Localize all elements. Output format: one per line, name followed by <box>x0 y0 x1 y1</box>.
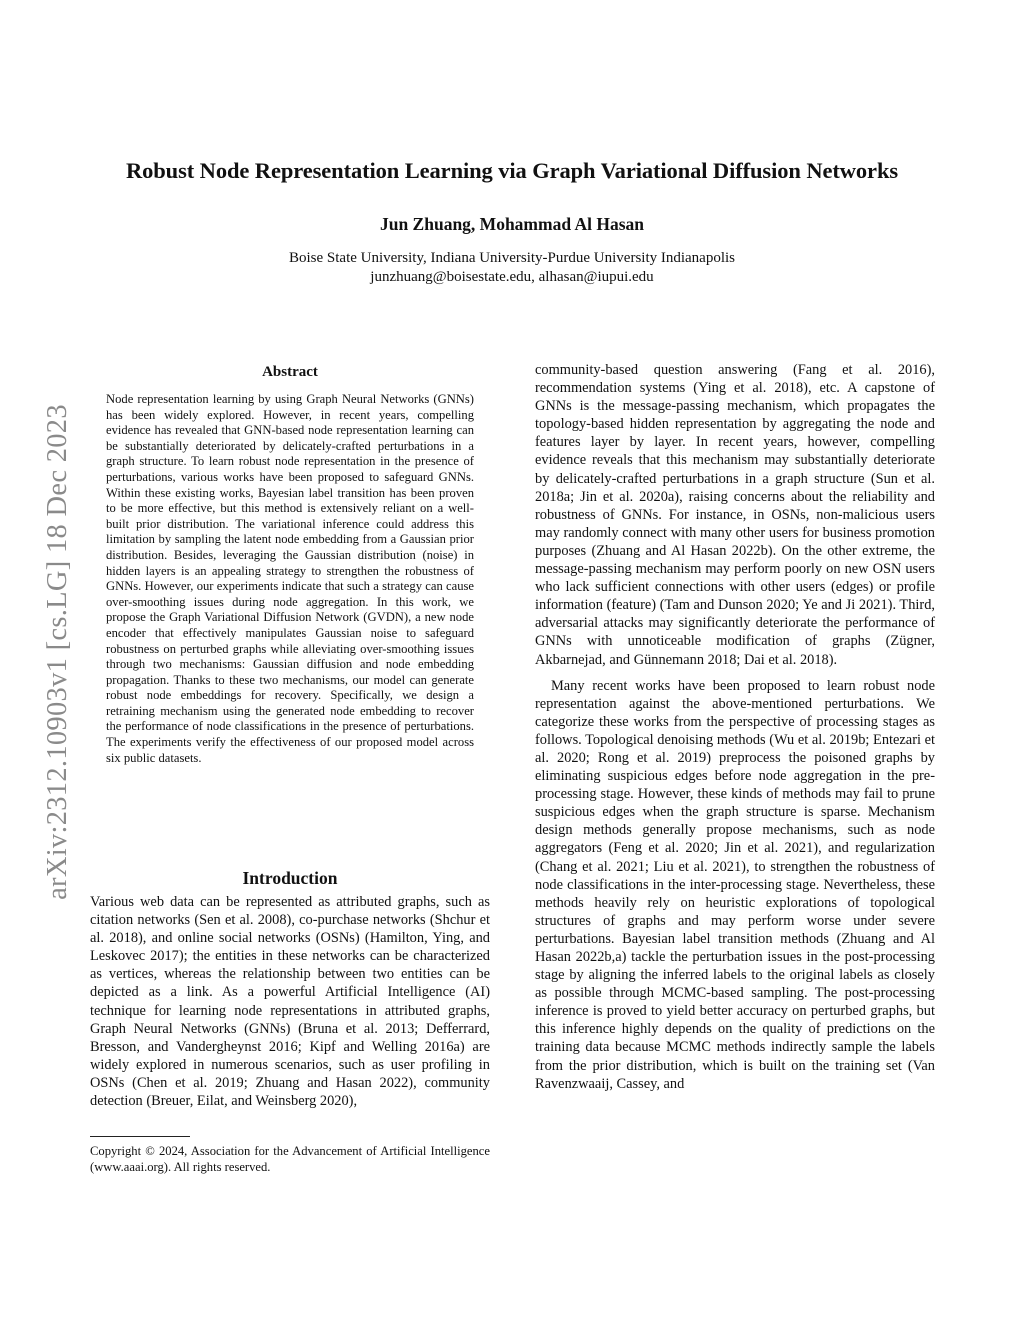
abstract-heading: Abstract <box>262 364 318 380</box>
introduction-text-left: Various web data can be represented as attributed graphs, such as citation networks (Sen et al. 2008), co-purchase networks (Shchur et al. 2018), and online social networks (OSNs) (Hamilton, Ying, and Leskovec 2017); the entities in these networks can be characterized as vertices, whereas the relationship between two entities can be depicted as a link. As a powerful Artificial Intelligence (AI) technique for learning node representations in attributed graphs, Graph Neural Networks (GNNs) (Bruna et al. 2013; Defferrard, Bresson, and Vandergheynst 2016; Kipf and Welling 2016a) are widely explored in numerous scenarios, such as user profiling in OSNs (Chen et al. 2019; Zhuang and Hasan 2022), community detection (Breuer, Eilat, and Weinsberg 2020), <box>90 894 490 1110</box>
footnote-divider <box>90 1136 190 1137</box>
copyright-footnote: Copyright © 2024, Association for the Advancement of Artificial Intelligence (www.aaai.org). All rights reserved. <box>90 1144 490 1174</box>
affiliation-block <box>0 249 1024 287</box>
arxiv-stamp: arXiv:2312.10903v1 [cs.LG] 18 Dec 2023 <box>42 404 73 900</box>
right-paragraph-2: Many recent works have been proposed to learn robust node representation against the above-mentioned perturbations. We categorize these works from the perspective of processing stages as follows. Topological denoising methods (Wu et al. 2019b; Entezari et al. 2020; Rong et al. 2019) preprocess the poisoned graphs by eliminating suspicious edges before node aggregation in the pre-processing stage. However, these kinds of methods may fail to prune suspicious edges when the graph structure is sparse. Mechanism design methods generally propose mechanisms, such as node aggregators (Feng et al. 2020; Jin et al. 2021), and regularization (Chang et al. 2021; Liu et al. 2021), to strengthen the robustness of node classifications in the inter-processing stage. Nevertheless, these methods heavily rely on heuristic explorations of topological structures of graphs and may perform worse under severe perturbations. Bayesian label transition methods (Zhuang and Al Hasan 2022b,a) tackle the perturbation issues in the post-processing stage by aligning the inferred labels to the original labels as closely as possible through MCMC-based sampling. The post-processing inference is proved to yield better accuracy on perturbed graphs, but this inference highly depends on the quality of predictions on the training data because MCMC methods indirectly sample the labels from the prior distribution, which is built on the training set (Van Ravenzwaaij, Cassey, and <box>535 677 935 1092</box>
abstract-text: Node representation learning by using Graph Neural Networks (GNNs) has been widely explored. However, in recent years, compelling evidence has revealed that GNN-based node representation learning can be substantially deteriorated by delicately-crafted perturbations in a graph structure. To learn robust node representation in the presence of perturbations, various works have been proposed to safeguard GNNs. Within these existing works, Bayesian label transition has been proven to be more effective, but this method is extensively reliant on a well-built prior distribution. The variational inference could address this limitation by sampling the latent node embedding from a Gaussian prior distribution. Besides, leveraging the Gaussian distribution (noise) in hidden layers is an appealing strategy to strengthen the robustness of GNNs. However, our experiments indicate that such a strategy can cause over-smoothing issues during node aggregation. In this work, we propose the Graph Variational Diffusion Network (GVDN), a new node encoder that effectively manipulates Gaussian noise to safeguard robustness on perturbed graphs while alleviating over-smoothing issues through two mechanisms: Gaussian diffusion and node embedding propagation. Thanks to these two mechanisms, our model can generate robust node embeddings for recovery. Specifically, we design a retraining mechanism using the generated node embedding to recover the performance of node classifications in the presence of perturbations. The experiments verify the effectiveness of our proposed model across six public datasets. <box>106 392 474 765</box>
right-paragraph-1: community-based question answering (Fang et al. 2016), recommendation systems (Ying et al. 2018), etc. A capstone of GNNs is the message-passing mechanism, which propagates the topology-based hidden representation by aggregating the node and features layer by layer. In recent years, however, compelling evidence reveals that this mechanism may substantially deteriorate by delicately-crafted perturbations in a graph structure (Sun et al. 2018a; Jin et al. 2020a), raising concerns about the reliability and robustness of GNNs. For instance, in OSNs, non-malicious users may randomly connect with many other users for business promotion purposes (Zhuang and Al Hasan 2022b). On the other extreme, the message-passing mechanism may perform poorly on new OSN users who lack sufficient connections with other users (edges) or profile information (feature) (Tam and Dunson 2020; Ye and Ji 2021). Third, adversarial attacks may significantly deteriorate the performance of GNNs with unnoticeable modification of graphs (Zügner, Akbarnejad, and Günnemann 2018; Dai et al. 2018). <box>535 362 935 668</box>
paper-title: Robust Node Representation Learning via Graph Variational Diffusion Networks <box>125 158 899 183</box>
affiliation: Boise State University, Indiana University-Purdue University Indianapolis <box>288 250 736 266</box>
author-emails: junzhuang@boisestate.edu, alhasan@iupui.edu <box>370 269 654 285</box>
paper-authors: Jun Zhuang, Mohammad Al Hasan <box>379 214 645 234</box>
right-column <box>535 361 935 1093</box>
introduction-heading: Introduction <box>242 868 338 888</box>
